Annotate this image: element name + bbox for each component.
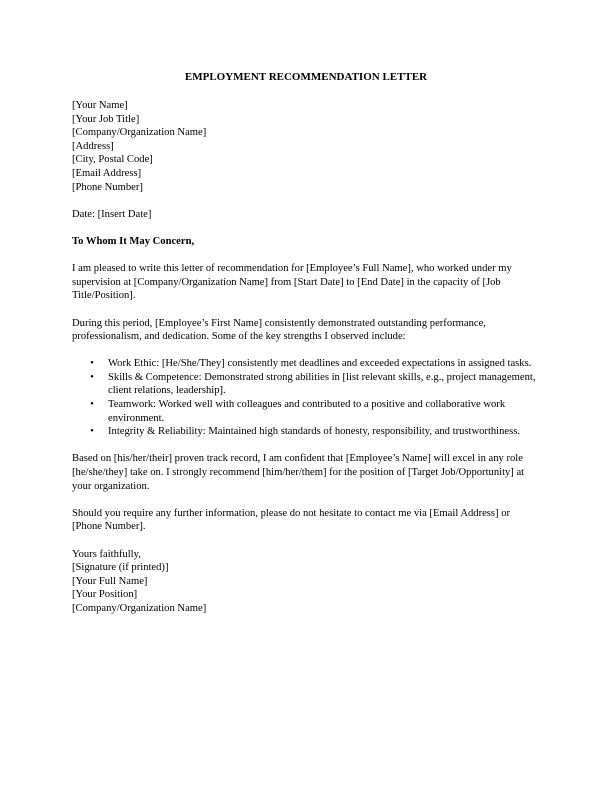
sender-name: [Your Name] (72, 100, 128, 111)
closing-block (72, 548, 540, 616)
signature-line: [Signature (if printed)] (72, 562, 169, 574)
letter-title: EMPLOYMENT RECOMMENDATION LETTER (184, 71, 428, 83)
salutation: To Whom It May Concern, (72, 235, 195, 247)
sender-address-block (72, 99, 540, 194)
contact-paragraph: Should you require any further information, please do not hesitate to contact me via [Email Address] or [Phone Number]. (72, 507, 511, 533)
sender-city-postal: [City, Postal Code] (72, 154, 153, 166)
strengths-list (72, 357, 540, 439)
list-item (72, 398, 540, 425)
bullet-icon: • (90, 426, 94, 438)
sender-phone: [Phone Number] (72, 181, 143, 193)
date-line: Date: [Insert Date] (72, 208, 152, 220)
bullet-icon: • (90, 371, 94, 383)
signer-full-name: [Your Full Name] (72, 575, 148, 587)
strength-work-ethic: Work Ethic: [He/She/They] consistently met deadlines and exceeded expectations in assigned tasks. (108, 358, 532, 370)
list-item (72, 425, 540, 439)
list-item (72, 371, 540, 398)
intro-paragraph: I am pleased to write this letter of recommendation for [Employee’s Full Name], who worked under my supervision at [Company/Organization Name] from [Start Date] to [End Date] in the capacity of [Job Title/Position]. (72, 263, 512, 302)
sender-email: [Email Address] (72, 167, 142, 179)
closing-phrase: Yours faithfully, (72, 548, 141, 560)
recommendation-paragraph: Based on [his/her/their] proven track record, I am confident that [Employee’s Name] will excel in any role [he/she/they] take on. I strongly recommend [him/her/them] for the position of [Target Job/Opportunity] at your organization. (72, 453, 525, 492)
bullet-icon: • (90, 358, 94, 370)
sender-address: [Address] (72, 140, 114, 152)
strength-integrity: Integrity & Reliability: Maintained high standards of honesty, responsibility, and trustworthiness. (108, 426, 521, 438)
strength-skills: Skills & Competence: Demonstrated strong abilities in [list relevant skills, e.g., project management, client relations, leadership]. (108, 371, 536, 397)
sender-job-title: [Your Job Title] (72, 113, 140, 125)
signer-company: [Company/Organization Name] (72, 602, 207, 614)
strength-teamwork: Teamwork: Worked well with colleagues and contributed to a positive and collaborative work environment. (108, 399, 506, 424)
signer-position: [Your Position] (72, 589, 138, 601)
letter-body (72, 70, 540, 629)
bullet-icon: • (90, 399, 94, 411)
list-item (72, 357, 540, 371)
performance-paragraph: During this period, [Employee’s First Name] consistently demonstrated outstanding performance, professionalism, and dedication. Some of the key strengths I observed include: (72, 317, 486, 343)
sender-company: [Company/Organization Name] (72, 127, 207, 139)
